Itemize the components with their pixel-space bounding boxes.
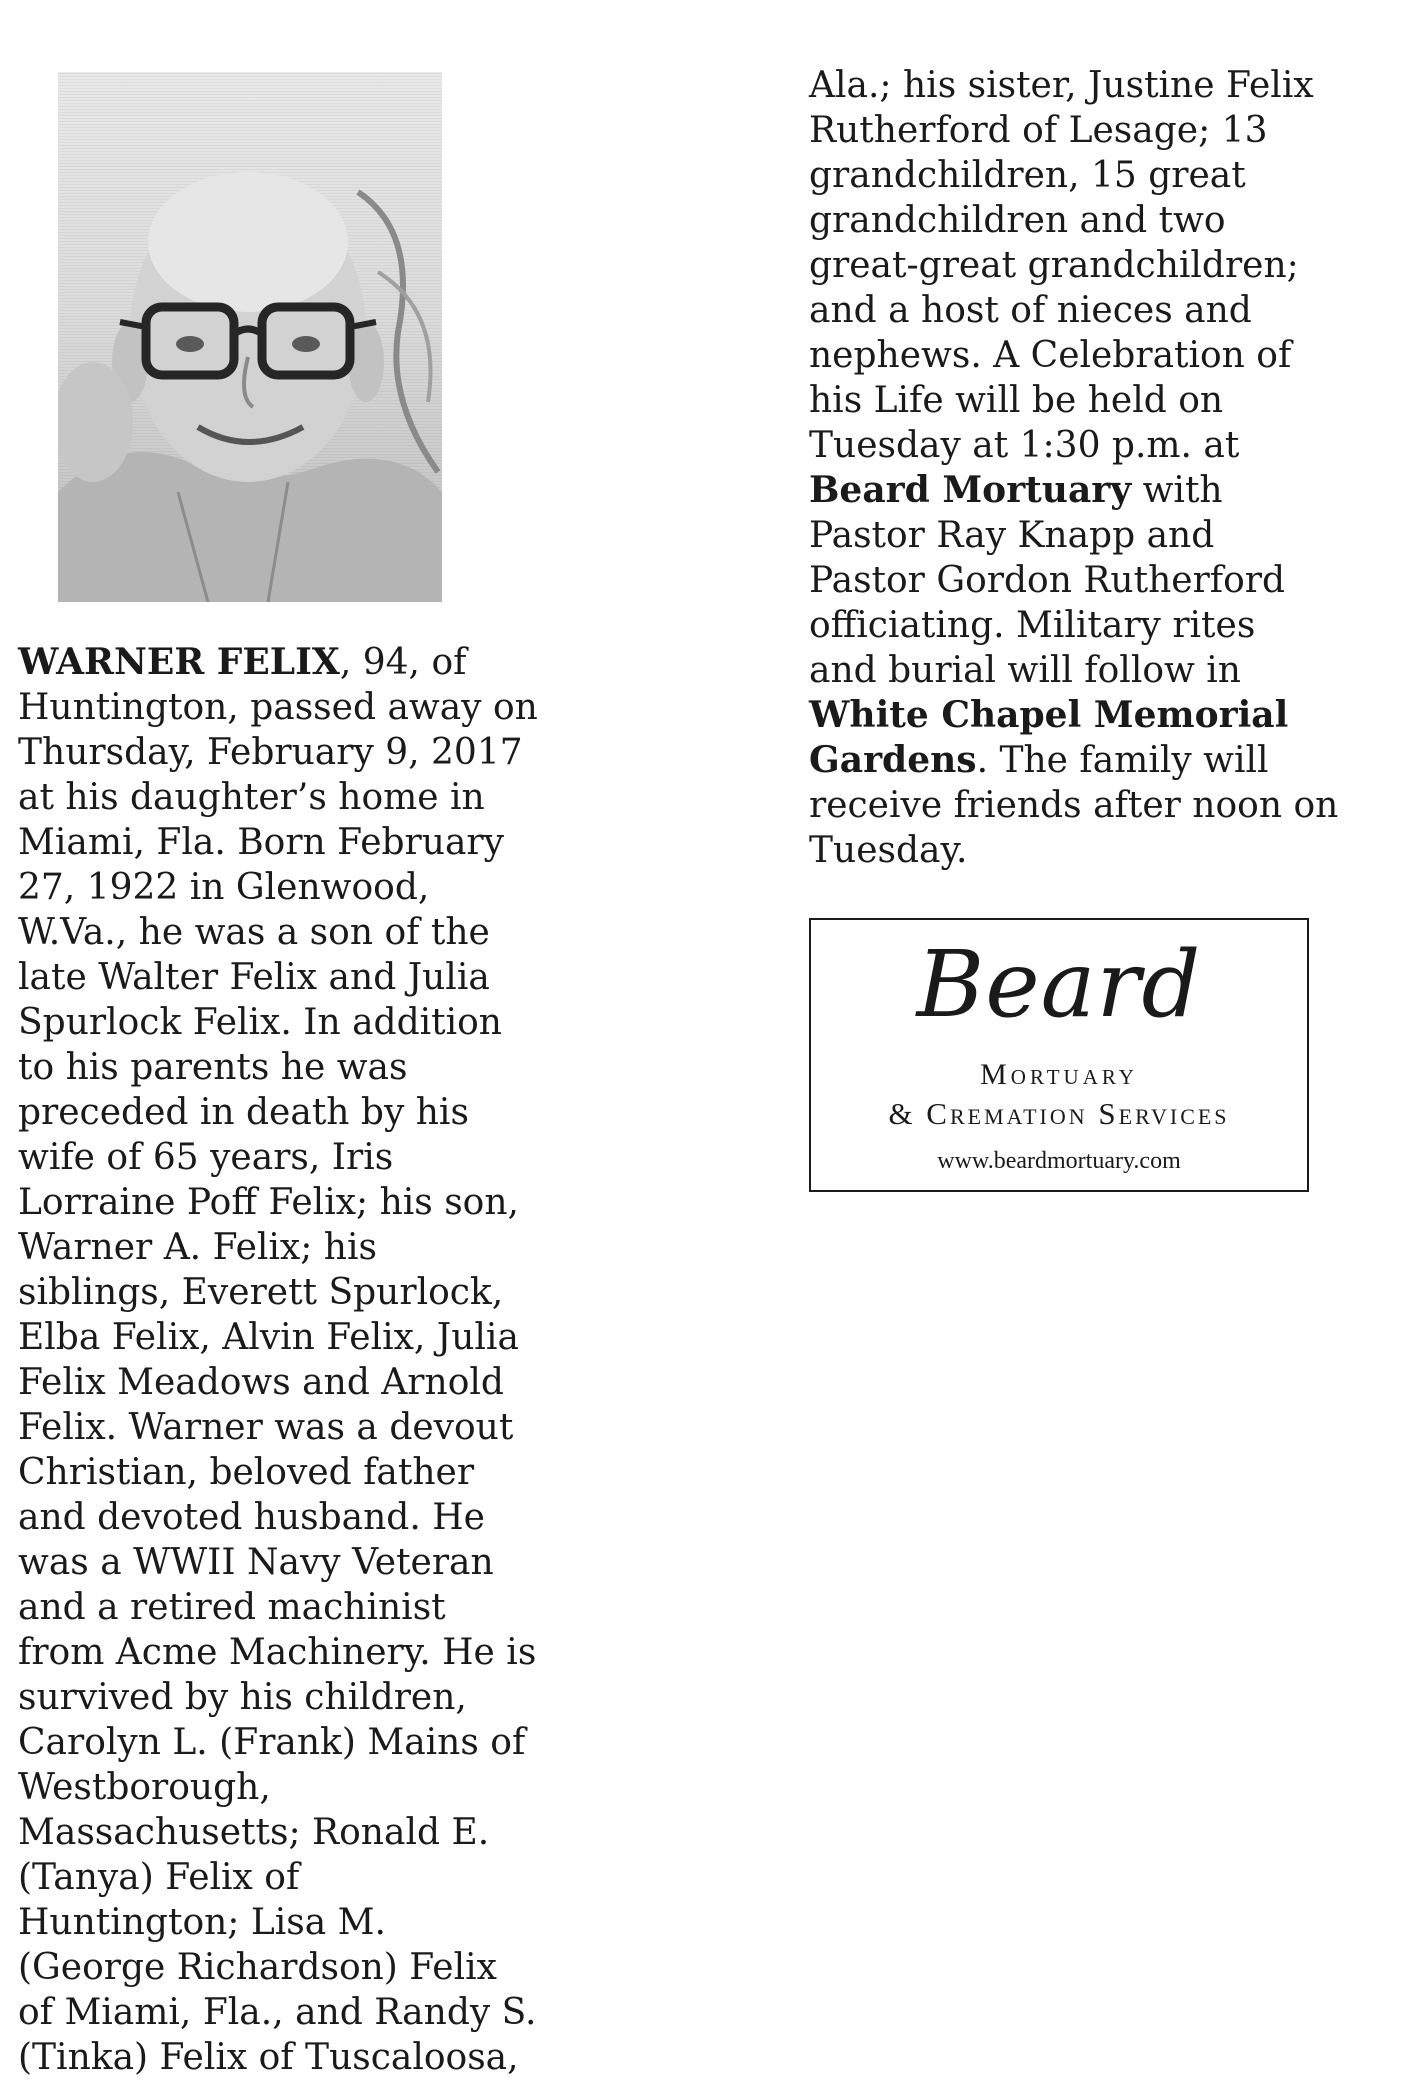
line-text: and a host of nieces and [809,290,1252,331]
line-text: and a retired machinist [18,1587,446,1628]
line-text: (Tanya) Felix of [18,1857,300,1898]
text-line [18,2035,518,2080]
line-text: Felix. Warner was a devout [18,1407,514,1448]
line-text: Thursday, February 9, 2017 [18,732,523,773]
line-text: Spurlock Felix. In addition [18,1002,502,1043]
text-line [809,108,1329,153]
bold-text: WARNER FELIX [18,641,340,683]
text-line [809,783,1339,828]
line-text: Felix Meadows and Arnold [18,1362,504,1403]
text-line [18,1990,537,2035]
mortuary-logo-box [809,918,1309,1192]
line-text: Pastor Gordon Rutherford [809,560,1286,601]
line-text: with [1131,470,1223,511]
text-line [18,640,518,685]
text-line [18,1945,518,1990]
text-line [18,1450,518,1495]
line-text: (Tinka) Felix of Tuscaloosa, [18,2037,519,2078]
line-text: , 94, of [339,642,467,683]
portrait-photo-icon [58,72,442,602]
line-text: Tuesday. [809,830,968,871]
text-line [809,378,1329,423]
bold-text: White Chapel Memorial [809,694,1289,736]
text-line [809,423,1329,468]
text-line [809,513,1329,558]
line-text: Huntington, passed away on [18,687,538,728]
text-line [18,955,518,1000]
logo-line-cremation: & Cremation Services [888,1096,1230,1131]
line-text: receive friends after noon on [809,785,1339,826]
line-text: great-great grandchildren; [809,245,1299,286]
text-line [18,1405,518,1450]
line-text: to his parents he was [18,1047,408,1088]
text-line [18,865,518,910]
text-line [18,1495,518,1540]
text-line [809,603,1329,648]
line-text: preceded in death by his [18,1092,469,1133]
line-text: . The family will [976,740,1269,781]
text-line [18,1090,518,1135]
text-line [809,693,1329,738]
logo-line-mortuary: Mortuary [980,1058,1138,1091]
text-line [18,1225,518,1270]
text-line [18,1765,518,1810]
text-line [18,775,518,820]
portrait-photo [58,72,442,602]
text-line [809,333,1329,378]
text-line [18,1900,518,1945]
line-text: from Acme Machinery. He is [18,1632,537,1673]
line-text: was a WWII Navy Veteran [18,1542,494,1583]
line-text: Christian, beloved father [18,1452,475,1493]
line-text: Ala.; his sister, Justine Felix [809,65,1314,106]
line-text: siblings, Everett Spurlock, [18,1272,504,1313]
text-line [18,1135,518,1180]
text-line [18,1540,518,1585]
line-text: of Miami, Fla., and Randy S. [18,1992,537,2033]
line-text: his Life will be held on [809,380,1224,421]
text-line [809,63,1329,108]
line-text: officiating. Military rites [809,605,1256,646]
line-text: grandchildren and two [809,200,1226,241]
line-text: Carolyn L. (Frank) Mains of [18,1722,526,1763]
line-text: and burial will follow in [809,650,1241,691]
line-text: Huntington; Lisa M. [18,1902,386,1943]
line-text: late Walter Felix and Julia [18,957,490,998]
line-text: and devoted husband. He [18,1497,485,1538]
line-text: Westborough, [18,1767,271,1808]
text-line [18,1000,518,1045]
text-line [18,820,518,865]
text-line [18,1585,518,1630]
text-line [18,1045,518,1090]
line-text: wife of 65 years, Iris [18,1137,394,1178]
text-line [809,828,1329,873]
bold-text: Beard Mortuary [809,469,1132,511]
text-line [18,1360,518,1405]
text-line [809,468,1329,513]
text-line [809,558,1329,603]
text-line [18,1810,518,1855]
text-line [18,910,518,955]
text-line [809,648,1329,693]
text-line [18,1270,518,1315]
line-text: 27, 1922 in Glenwood, [18,867,430,908]
line-text: W.Va., he was a son of the [18,912,490,953]
logo-script-name: Beard [916,931,1202,1038]
text-line [18,685,538,730]
line-text: Massachusetts; Ronald E. [18,1812,490,1853]
text-line [809,288,1329,333]
bold-text: Gardens [809,739,977,781]
text-line [18,1315,518,1360]
line-text: Tuesday at 1:30 p.m. at [809,425,1240,466]
text-line [18,730,523,775]
text-line [809,198,1329,243]
line-text: Rutherford of Lesage; 13 [809,110,1268,151]
line-text: nephews. A Celebration of [809,335,1292,376]
text-line [809,153,1329,198]
line-text: (George Richardson) Felix [18,1947,497,1988]
line-text: Pastor Ray Knapp and [809,515,1215,556]
text-line [809,738,1329,783]
obituary-column-right [809,63,1339,873]
logo-url: www.beardmortuary.com [937,1148,1181,1174]
text-line [18,1720,526,1765]
text-line [18,1630,537,1675]
line-text: Miami, Fla. Born February [18,822,504,863]
obituary-column-left [18,640,538,2080]
line-text: grandchildren, 15 great [809,155,1246,196]
text-line [18,1180,518,1225]
text-line [18,1675,518,1720]
line-text: survived by his children, [18,1677,467,1718]
text-line [18,1855,518,1900]
line-text: Warner A. Felix; his [18,1227,377,1268]
text-line [809,243,1329,288]
line-text: Lorraine Poff Felix; his son, [18,1182,519,1223]
line-text: Elba Felix, Alvin Felix, Julia [18,1317,519,1358]
line-text: at his daughter’s home in [18,777,485,818]
